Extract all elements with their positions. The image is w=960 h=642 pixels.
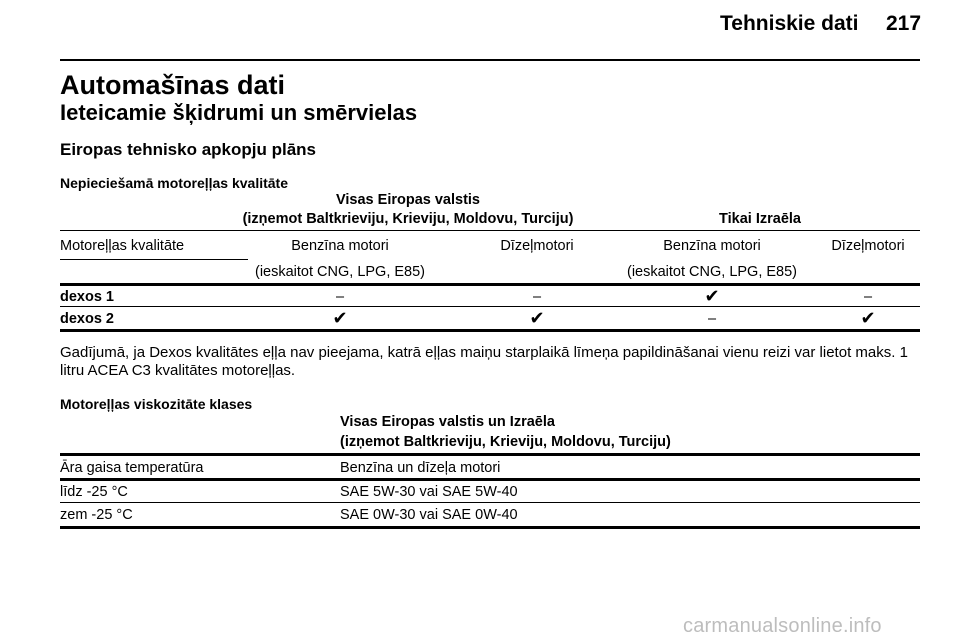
col-header-bottom-rule	[60, 283, 920, 286]
row-temperature: līdz -25 °C	[60, 484, 128, 500]
col-header-diesel-europe: Dīzeļmotori	[500, 238, 574, 254]
cell-petrol-israel: –	[707, 311, 717, 327]
row-divider	[60, 306, 920, 307]
group-europe-label: Visas Eiropas valstis	[335, 192, 481, 208]
dexos-note: Gadījumā, ja Dexos kvalitātes eļļa nav pieejama, katrā eļļas maiņu starplaikā līmeņa papildināšanai vienu reizi var lietot maks. 1 litru ACEA C3 kvalitātes motoreļļas.	[60, 344, 908, 379]
row-viscosity: SAE 0W-30 vai SAE 0W-40	[340, 507, 518, 523]
col-header-petrol-israel-sub: (ieskaitot CNG, LPG, E85)	[626, 264, 798, 280]
row-divider	[60, 502, 920, 503]
row-label: dexos 1	[60, 289, 114, 305]
viscosity-group-label: Visas Eiropas valstis un Izraēla	[340, 414, 555, 430]
col-header-diesel-israel: Dīzeļmotori	[831, 238, 905, 254]
col-header-temperature: Āra gaisa temperatūra	[60, 460, 204, 476]
col-header-oil-quality: Motoreļļas kvalitāte	[60, 238, 185, 254]
table-bottom-rule	[60, 329, 920, 332]
section-heading: Ieteicamie šķidrumi un smērvielas	[60, 100, 418, 125]
viscosity-col-header-rule	[60, 478, 920, 481]
header-divider	[60, 59, 920, 61]
checkmark-icon: ✔	[529, 308, 545, 328]
col-header-petrol-israel: Benzīna motori	[663, 238, 761, 254]
col-header-divider-label	[60, 259, 248, 260]
checkmark-icon: ✔	[860, 308, 876, 328]
section-title: Tehniskie dati	[720, 12, 859, 35]
col-header-petrol-europe: Benzīna motori	[291, 238, 389, 254]
page-number: 217	[886, 12, 922, 35]
oil-quality-heading: Nepieciešamā motoreļļas kvalitāte	[60, 175, 289, 191]
cell-petrol-europe: –	[335, 289, 345, 305]
viscosity-bottom-rule	[60, 526, 920, 529]
watermark: carmanualsonline.info	[683, 615, 882, 637]
col-header-petrol-europe-sub: (ieskaitot CNG, LPG, E85)	[254, 264, 426, 280]
group-europe-exclusions: (izņemot Baltkrieviju, Krieviju, Moldovu, Turciju)	[242, 211, 574, 227]
checkmark-icon: ✔	[704, 286, 720, 306]
subsection-heading: Eiropas tehnisko apkopju plāns	[60, 140, 316, 159]
row-label: dexos 2	[60, 311, 114, 327]
cell-diesel-europe: –	[532, 289, 542, 305]
viscosity-heading: Motoreļļas viskozitāte klases	[60, 396, 253, 412]
group-header-divider	[60, 230, 920, 231]
row-temperature: zem -25 °C	[60, 507, 133, 523]
cell-diesel-israel: –	[863, 289, 873, 305]
viscosity-header-rule	[60, 453, 920, 456]
col-header-engines: Benzīna un dīzeļa motori	[340, 460, 501, 476]
checkmark-icon: ✔	[332, 308, 348, 328]
page-heading: Automašīnas dati	[60, 70, 286, 100]
group-israel-label: Tikai Izraēla	[719, 211, 801, 227]
viscosity-group-exclusions: (izņemot Baltkrieviju, Krieviju, Moldovu, Turciju)	[340, 434, 671, 450]
row-viscosity: SAE 5W-30 vai SAE 5W-40	[340, 484, 518, 500]
